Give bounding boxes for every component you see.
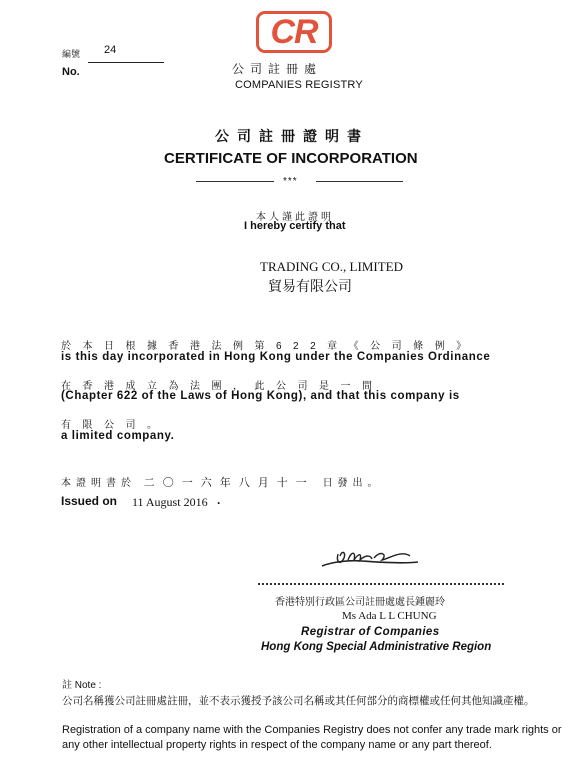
incorporation-line-2-en: (Chapter 622 of the Laws of Hong Kong), and that this company is <box>61 390 460 402</box>
issued-on-label: Issued on <box>61 494 118 508</box>
companies-registry-logo <box>256 11 332 53</box>
registrar-title-en: Registrar of Companies <box>301 626 440 638</box>
certify-statement-en: I hereby certify that <box>244 220 346 232</box>
certify-statement-zh: 本人謹此證明 <box>256 212 334 223</box>
note-text-zh: 公司名稱獲公司註冊處註冊，並不表示獲授予該公司名稱或其任何部分的商標權或任何其他知識產權。 <box>62 695 535 707</box>
registrar-signature <box>318 540 422 576</box>
logo-text: CR <box>270 13 318 51</box>
incorporation-line-1-en: is this day incorporated in Hong Kong under the Companies Ordinance <box>61 351 491 363</box>
issue-date-value-zh: 二〇一六年八月十一 <box>143 477 315 489</box>
certificate-number-label-zh: 編號 <box>62 49 81 59</box>
issue-date-value-en: 11 August 2016 <box>132 495 208 509</box>
registrar-region-en: Hong Kong Special Administrative Region <box>261 641 492 653</box>
certificate-number-label-en: No. <box>62 66 80 78</box>
certificate-title-en: CERTIFICATE OF INCORPORATION <box>164 150 418 167</box>
registrar-name-en: Ms Ada L L CHUNG <box>342 610 437 622</box>
issue-prefix-zh: 本證明書於 <box>61 478 136 489</box>
registry-name-zh: 公司註冊處 <box>232 62 323 76</box>
issue-suffix-zh: 日發出。 <box>322 478 383 489</box>
certificate-number-value: 24 <box>104 44 117 56</box>
title-divider-left <box>196 181 274 182</box>
incorporation-line-1-zh: 於本日根據香港法例第622章《公司條例》 <box>61 341 478 352</box>
incorporation-line-3-zh: 有限公司。 <box>61 420 169 431</box>
registry-name-en: COMPANIES REGISTRY <box>235 79 363 91</box>
company-name-en: TRADING CO., LIMITED <box>260 259 403 274</box>
note-text-en: Registration of a company name with the Companies Registry does not confer any trade mark rights or any other intellectual property rights in respect of the company name or any part thereof. <box>62 724 562 751</box>
title-divider-right <box>316 181 403 182</box>
incorporation-line-3-en: a limited company. <box>61 430 175 442</box>
certificate-title-zh: 公司註冊證明書 <box>215 128 369 144</box>
signature-line <box>258 583 504 585</box>
certificate-number-underline <box>88 62 164 63</box>
issue-date-period: . <box>217 493 221 507</box>
title-ornament: *** <box>283 176 298 187</box>
company-name-zh: 貿易有限公司 <box>268 278 352 294</box>
note-label: 註 Note : <box>62 680 102 691</box>
issue-date-zh <box>61 474 383 490</box>
incorporation-line-2-zh: 在香港成立為法團，此公司是一間 <box>61 381 384 392</box>
registrar-title-zh: 香港特別行政區公司註冊處處長鍾麗玲 <box>275 597 445 608</box>
